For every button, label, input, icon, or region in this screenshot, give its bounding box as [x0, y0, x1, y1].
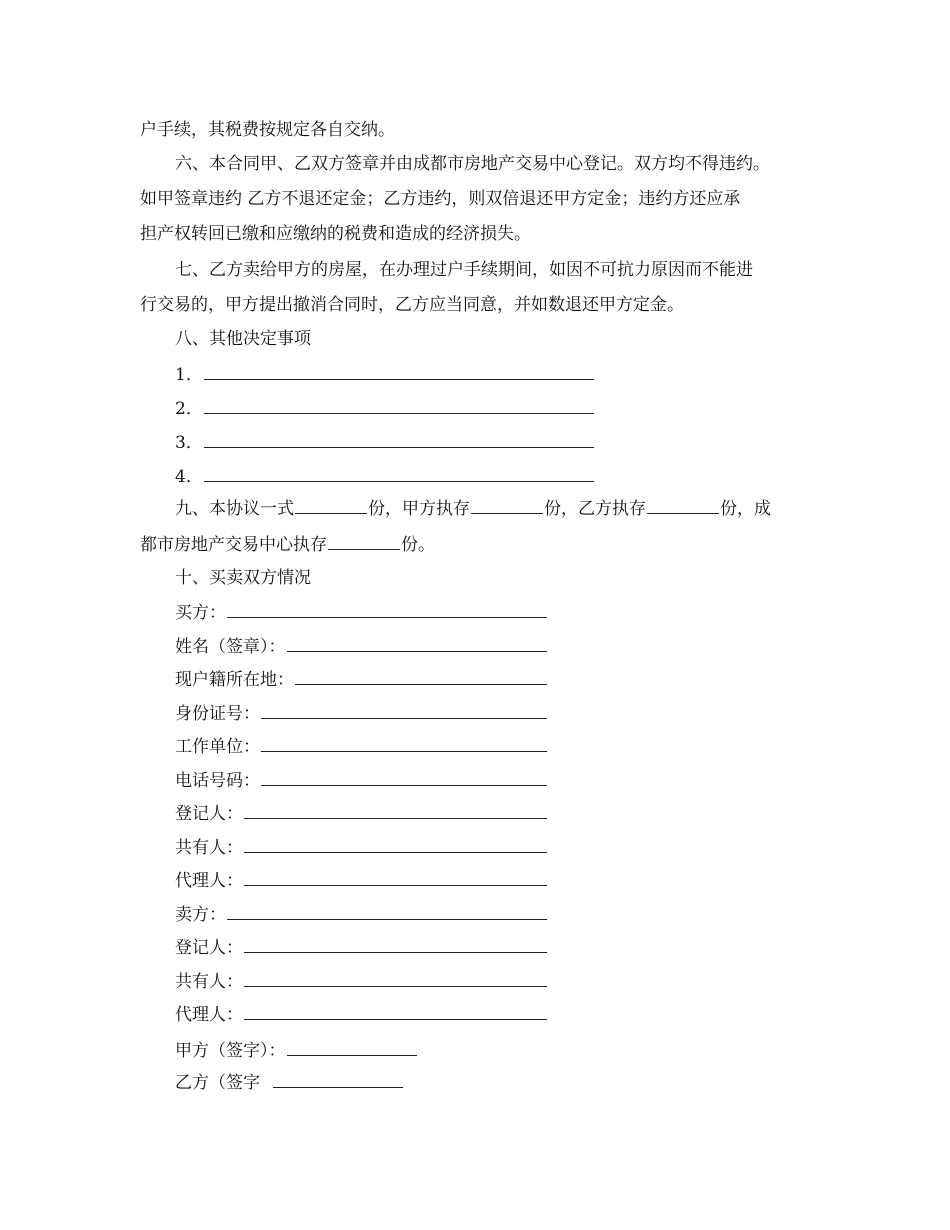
party-field-row — [175, 868, 548, 893]
party-field-blank — [244, 868, 547, 886]
paragraph-6-line-1: 六、本合同甲、乙双方签章并由成都市房地产交易中心登记。双方均不得违约。 — [175, 154, 770, 174]
party-field-label: 现户籍所在地： — [175, 670, 294, 690]
copies-text: 份。 — [401, 535, 435, 555]
party-field-label: 共有人： — [175, 838, 243, 858]
blank-line — [204, 396, 594, 414]
signature-label: 甲方（签字）： — [175, 1041, 286, 1061]
signature-label: 乙方（签字 — [175, 1073, 260, 1093]
copies-line-2 — [140, 532, 435, 557]
party-field-blank — [261, 734, 547, 752]
party-field-row — [175, 935, 548, 960]
other-item-3 — [175, 430, 595, 455]
other-item-number: 3． — [175, 433, 203, 453]
party-field-blank — [244, 1002, 547, 1020]
blank-line — [647, 496, 719, 514]
blank-line — [471, 496, 543, 514]
other-item-number: 1． — [175, 365, 203, 385]
copies-text: 份，成 — [720, 499, 771, 519]
party-field-blank — [244, 801, 547, 819]
other-item-4 — [175, 464, 595, 489]
party-field-label: 代理人： — [175, 871, 243, 891]
other-item-2 — [175, 396, 595, 421]
party-field-row — [175, 734, 548, 759]
party-field-row — [175, 600, 548, 625]
party-field-row — [175, 801, 548, 826]
signature-blank — [287, 1038, 417, 1056]
copies-line-1 — [175, 496, 771, 521]
copies-text: 九、本协议一式 — [175, 499, 294, 519]
party-field-row — [175, 1002, 548, 1027]
paragraph-8-heading: 八、其他决定事项 — [175, 329, 311, 349]
blank-line — [328, 532, 400, 550]
party-field-row — [175, 969, 548, 994]
parties-heading: 十、买卖双方情况 — [175, 568, 311, 588]
party-field-label: 登记人： — [175, 938, 243, 958]
copies-text: 份，甲方执存 — [368, 499, 470, 519]
paragraph-6-line-3: 担产权转回已缴和应缴纳的税费和造成的经济损失。 — [140, 224, 531, 244]
party-field-blank — [227, 600, 547, 618]
party-field-row — [175, 634, 548, 659]
party-field-row — [175, 667, 548, 692]
party-field-blank — [295, 667, 547, 685]
paragraph-6-line-2: 如甲签章违约 乙方不退还定金；乙方违约，则双倍退还甲方定金；违约方还应承 — [140, 189, 741, 209]
party-field-blank — [261, 768, 547, 786]
party-field-blank — [227, 902, 547, 920]
party-field-row — [175, 835, 548, 860]
signature-party-a — [175, 1038, 418, 1063]
party-field-label: 共有人： — [175, 972, 243, 992]
blank-line — [204, 464, 594, 482]
party-field-blank — [244, 935, 547, 953]
paragraph-7-line-2: 行交易的，甲方提出撤消合同时，乙方应当同意，并如数退还甲方定金。 — [140, 295, 684, 315]
copies-text: 都市房地产交易中心执存 — [140, 535, 327, 555]
copies-text: 份，乙方执存 — [544, 499, 646, 519]
party-field-label: 身份证号： — [175, 704, 260, 724]
blank-line — [295, 496, 367, 514]
signature-blank — [273, 1070, 403, 1088]
party-field-blank — [261, 701, 547, 719]
party-field-label: 姓名（签章）： — [175, 637, 286, 657]
party-field-blank — [244, 969, 547, 987]
party-field-label: 登记人： — [175, 804, 243, 824]
signature-party-b — [175, 1070, 404, 1095]
other-item-number: 4． — [175, 467, 203, 487]
party-field-label: 买方： — [175, 603, 226, 623]
party-field-blank — [287, 634, 548, 652]
party-field-label: 卖方： — [175, 905, 226, 925]
party-field-blank — [244, 835, 547, 853]
other-item-1 — [175, 362, 595, 387]
other-item-number: 2． — [175, 399, 203, 419]
blank-line — [204, 430, 594, 448]
party-field-row — [175, 902, 548, 927]
party-field-row — [175, 768, 548, 793]
party-field-label: 工作单位： — [175, 737, 260, 757]
paragraph-5-tail: 户手续，其税费按规定各自交纳。 — [140, 120, 395, 140]
party-field-label: 代理人： — [175, 1005, 243, 1025]
party-field-label: 电话号码： — [175, 771, 260, 791]
blank-line — [204, 362, 594, 380]
party-field-row — [175, 701, 548, 726]
paragraph-7-line-1: 七、乙方卖给甲方的房屋，在办理过户手续期间，如因不可抗力原因而不能进 — [175, 260, 753, 280]
